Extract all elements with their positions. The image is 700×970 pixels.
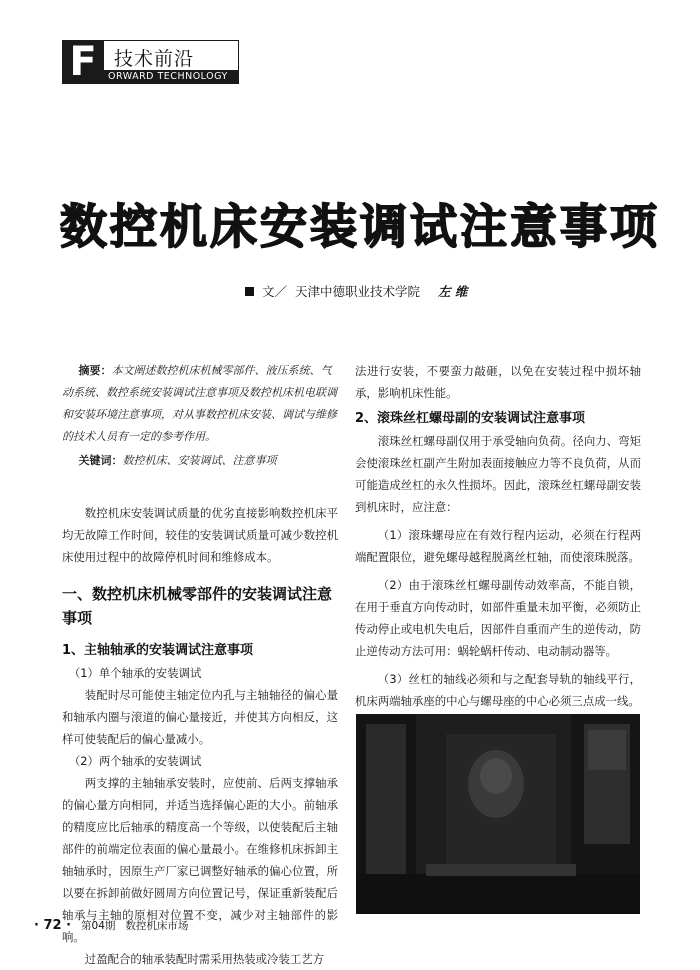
keywords bbox=[62, 450, 338, 472]
byline-wen: 文／ bbox=[262, 284, 288, 299]
byline bbox=[245, 282, 467, 300]
section-heading-1: 一、数控机床机械零部件的安装调试注意事项 bbox=[62, 585, 333, 627]
paragraph-2: 两支撑的主轴轴承安装时，应使前、后两支撑轴承的偏心量方向相同，并适当选择偏心距的大小。前轴承的精度应比后轴承的精度高一个等级，以使装配后主轴部件的前端定位表面的偏心量最小。在维修机床拆卸主轴轴承时，因原生产厂家已调整好轴承的偏心位置，所以要在拆卸前做好圆周方向位置记号，保证重新装配后轴承与主轴的原相对位置不变，减少对主轴部件的影响。 bbox=[62, 776, 338, 944]
right-column bbox=[355, 360, 641, 712]
issue-number: 第04期 bbox=[81, 920, 116, 932]
paragraph-7: （3）丝杠的轴线必须和与之配套导轨的轴线平行，机床两端轴承座的中心与螺母座的中心必须三点成一线。 bbox=[355, 672, 641, 708]
paragraph-1: 装配时尽可能使主轴定位内孔与主轴轴径的偏心量和轴承内圈与滚道的偏心量接近，并使其方向相反，这样可使装配后的偏心量减小。 bbox=[62, 688, 338, 746]
machine-photo-illustration bbox=[356, 714, 640, 914]
paragraph-continued: 法进行安装，不要蛮力敲砸，以免在安装过程中损坏轴承，影响机床性能。 bbox=[355, 364, 641, 400]
item-heading-2: （2）两个轴承的安装调试 bbox=[68, 754, 202, 768]
paragraph-4: 滚珠丝杠螺母副仅用于承受轴向负荷。径向力、弯矩会使滚珠丝杠副产生附加表面接触应力等不良负荷，从而可能造成丝杠的永久性损坏。因此，滚珠丝杠螺母副安装到机床时，应注意： bbox=[355, 434, 641, 514]
page-number: · 72 · bbox=[34, 918, 72, 933]
section-title-cn: 技术前沿 bbox=[114, 48, 195, 70]
paragraph-5: （1）滚珠螺母应在有效行程内运动，必须在行程两端配置限位，避免螺母越程脱离丝杠轴，而使滚珠脱落。 bbox=[355, 528, 641, 564]
abstract bbox=[62, 360, 338, 448]
paragraph-6: （2）由于滚珠丝杠螺母副传动效率高，不能自锁，在用于垂直方向传动时，如部件重量未加平衡，必须防止传动停止或电机失电后，因部件自重而产生的逆传动，防止逆传动方法可用：蜗轮蜗杆传动、电动制动器等。 bbox=[355, 578, 641, 658]
magazine-name: 数控机床市场 bbox=[125, 920, 189, 932]
byline-author: 左 维 bbox=[438, 284, 468, 299]
byline-affiliation: 天津中德职业技术学院 bbox=[295, 284, 421, 299]
page-footer bbox=[34, 918, 188, 933]
subsection-heading-2: 2、滚珠丝杠螺母副的安装调试注意事项 bbox=[355, 411, 586, 426]
keywords-label: 关键词： bbox=[78, 454, 123, 467]
item-heading-1: （1）单个轴承的安装调试 bbox=[68, 666, 202, 680]
machine-photo bbox=[356, 714, 640, 914]
left-column bbox=[62, 360, 338, 970]
intro-paragraph: 数控机床安装调试质量的优劣直接影响数控机床平均无故障工作时间，较佳的安装调试质量可减少数控机床使用过程中的故障停机时间和维修成本。 bbox=[62, 506, 338, 564]
subsection-heading-1: 1、主轴轴承的安装调试注意事项 bbox=[62, 643, 254, 658]
article-title: 数控机床安装调试注意事项 bbox=[60, 200, 660, 255]
abstract-text: 本文阐述数控机床机械零部件、液压系统、气动系统、数控系统安装调试注意事项及数控机床机电联调和安装环境注意事项，对从事数控机床安装、调试与维修的技术人员有一定的参考作用。 bbox=[62, 364, 337, 443]
badge-box bbox=[104, 40, 239, 84]
byline-square-icon bbox=[245, 287, 254, 296]
badge-letter: F bbox=[62, 40, 104, 84]
paragraph-3: 过盈配合的轴承装配时需采用热装或冷装工艺方 bbox=[84, 952, 325, 966]
abstract-label: 摘要： bbox=[78, 364, 112, 377]
section-title-en: ORWARD TECHNOLOGY bbox=[104, 70, 238, 83]
keywords-text: 数控机床、安装调试、注意事项 bbox=[122, 454, 277, 467]
section-badge bbox=[62, 40, 240, 84]
